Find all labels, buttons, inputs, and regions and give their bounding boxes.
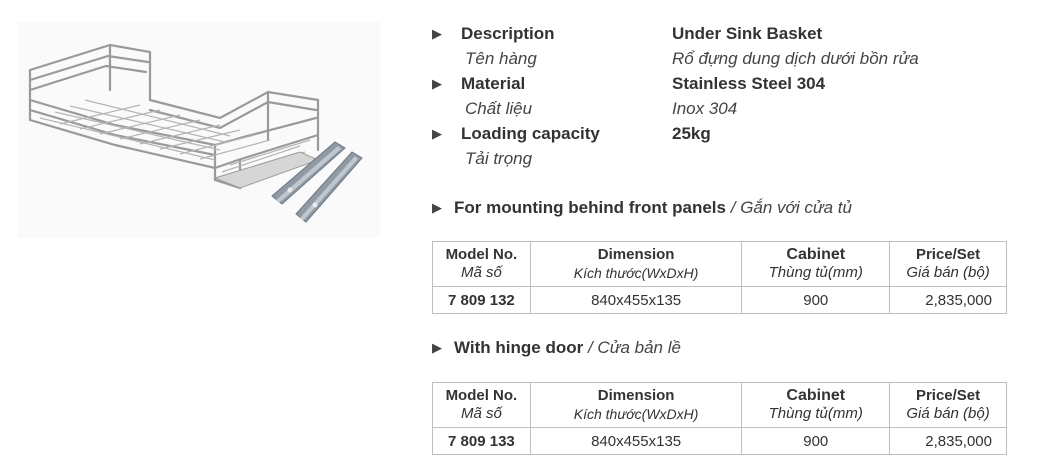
spec-label-vi: Chất liệu (465, 99, 533, 118)
price-table (432, 382, 1007, 455)
section-title (432, 338, 681, 358)
spec-label-vi: Tên hàng (465, 49, 537, 68)
header-model: Model No. Mã số (433, 383, 531, 428)
section-separator: / (587, 338, 593, 357)
header-price: Price/Set Giá bán (bộ) (890, 242, 1007, 287)
section-title-en: For mounting behind front panels (454, 198, 726, 217)
cell-price: 2,835,000 (890, 428, 1007, 455)
cell-dimension: 840x455x135 (530, 428, 742, 455)
header-dimension: Dimension Kích thước(WxDxH) (530, 383, 742, 428)
section-separator: / (730, 198, 736, 217)
triangle-right-icon: ▶ (432, 126, 442, 141)
spec-value-vi: Rổ đựng dung dịch dưới bồn rửa (672, 49, 919, 68)
cell-dimension: 840x455x135 (530, 287, 742, 314)
cell-model: 7 809 132 (433, 287, 531, 314)
spec-label-en: Loading capacity (461, 124, 600, 143)
section-title-en: With hinge door (454, 338, 584, 357)
spec-label-en: Description (461, 24, 555, 43)
header-cabinet: Cabinet Thùng tủ(mm) (742, 383, 890, 428)
cell-model: 7 809 133 (433, 428, 531, 455)
section-title-vi: Gắn với cửa tủ (740, 198, 852, 217)
table-header-row (433, 383, 1007, 428)
header-cabinet: Cabinet Thùng tủ(mm) (742, 242, 890, 287)
table-row (433, 287, 1007, 314)
cell-cabinet: 900 (742, 287, 890, 314)
triangle-right-icon: ▶ (432, 200, 442, 215)
spec-value-en: Under Sink Basket (672, 24, 823, 43)
triangle-right-icon: ▶ (432, 26, 442, 41)
price-table (432, 241, 1007, 314)
product-image (0, 0, 400, 250)
header-price: Price/Set Giá bán (bộ) (890, 383, 1007, 428)
cell-cabinet: 900 (742, 428, 890, 455)
header-dimension: Dimension Kích thước(WxDxH) (530, 242, 742, 287)
section-title (432, 198, 852, 218)
table-header-row (433, 242, 1007, 287)
table-row (433, 428, 1007, 455)
spec-label-en: Material (461, 74, 526, 93)
spec-value-vi: Inox 304 (672, 99, 738, 118)
spec-value-en: 25kg (672, 124, 711, 143)
spec-label-vi: Tải trọng (465, 149, 533, 168)
triangle-right-icon: ▶ (432, 76, 442, 91)
spec-value-en: Stainless Steel 304 (672, 74, 826, 93)
triangle-right-icon: ▶ (432, 340, 442, 355)
cell-price: 2,835,000 (890, 287, 1007, 314)
header-model: Model No. Mã số (433, 242, 531, 287)
section-title-vi: Cửa bản lề (597, 338, 681, 357)
